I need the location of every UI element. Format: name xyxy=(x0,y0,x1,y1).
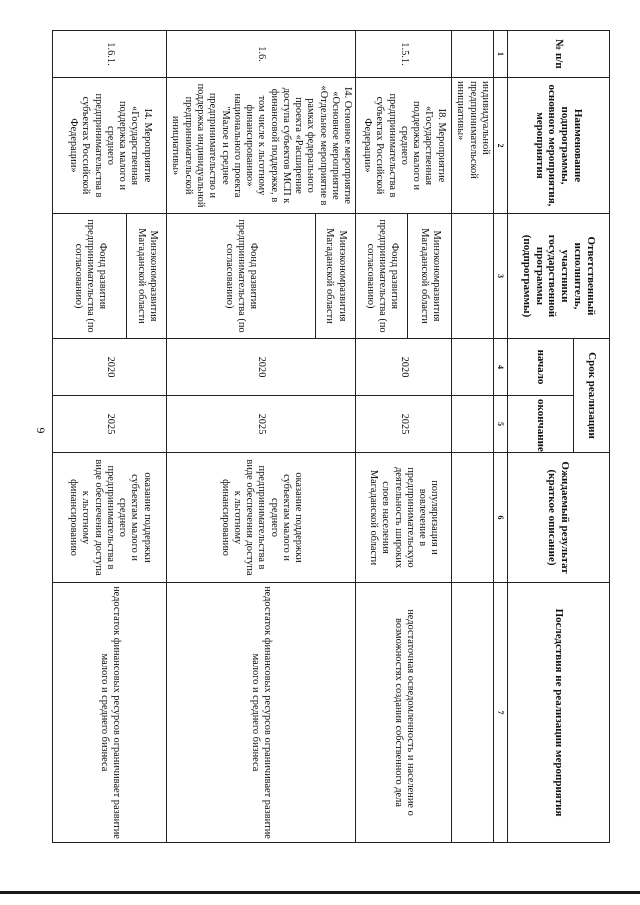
row-executor: Минэкономразвития Магаданской области xyxy=(127,214,167,339)
row-name: I4. Основное мероприятие «Основное мероприятие «Отдельное мероприятие в рамках федерального проекта «Расширение доступа субъектов МСП к финансовой поддержке, в том числе к льготному финансированию» национального проекта "Малое и среднее предпринимательство и поддержка индивидуальной предпринимательской инициативы» xyxy=(167,78,356,214)
row-executor: Фонд развития предпринимательства (по согласованию) xyxy=(356,214,408,339)
row-executor: Минэкономразвития Магаданской области xyxy=(315,214,355,339)
row-number: 1.6.1. xyxy=(53,31,167,78)
row-executor: Минэкономразвития Магаданской области xyxy=(408,214,452,339)
header-end: окончание xyxy=(508,396,574,453)
column-number: 3 xyxy=(494,214,508,339)
row-name: индивидуальной предпринимательской инициативы» xyxy=(452,78,494,214)
column-number: 6 xyxy=(494,453,508,583)
row-end: 2025 xyxy=(356,396,452,453)
row-name: I8. Мероприятие «Государственная поддержка малого и среднего предпринимательства в субъектах Российской Федерации» xyxy=(356,78,452,214)
bottom-rule xyxy=(0,891,640,894)
header-consequence: Последствия не реализации мероприятия xyxy=(508,583,610,843)
row-executor: Фонд развития предпринимательства (по согласованию) xyxy=(53,214,127,339)
table-row xyxy=(127,31,167,843)
table-row xyxy=(315,31,355,843)
row-number: 1.5.1. xyxy=(356,31,452,78)
table-row xyxy=(408,31,452,843)
row-number: 1.6. xyxy=(167,31,356,78)
column-number: 5 xyxy=(494,396,508,453)
row-start: 2020 xyxy=(53,339,167,396)
header-result: Ожидаемый результат (краткое описание) xyxy=(508,453,610,583)
row-consequence: недостаточная осведомленность и население о возможностях создания собственного дела xyxy=(356,583,452,843)
table-row xyxy=(452,31,494,843)
row-start: 2020 xyxy=(167,339,356,396)
header-name: Наименование подпрограммы, основного мероприятия, мероприятия xyxy=(508,78,610,214)
header-start: начало xyxy=(508,339,574,396)
row-consequence: недостаток финансовых ресурсов ограничивает развитие малого и среднего бизнеса xyxy=(167,583,356,843)
column-number: 1 xyxy=(494,31,508,78)
row-consequence: недостаток финансовых ресурсов ограничивает развитие малого и среднего бизнеса xyxy=(53,583,167,843)
header-num: № п/п xyxy=(508,31,610,78)
column-number: 2 xyxy=(494,78,508,214)
header-period: Срок реализации xyxy=(574,339,610,453)
column-number: 4 xyxy=(494,339,508,396)
row-result: оказание поддержки субъектам малого и среднего предпринимательства в виде обеспечения доступа к льготному финансированию xyxy=(53,453,167,583)
page-number: 6 xyxy=(33,427,48,434)
rotated-table-wrapper xyxy=(68,30,610,842)
column-number: 7 xyxy=(494,583,508,843)
row-executor: Фонд развития предпринимательства (по согласованию) xyxy=(167,214,316,339)
row-name: I4. Мероприятие «Государственная поддержка малого и среднего предпринимательства в субъектах Российской Федерации» xyxy=(53,78,167,214)
program-table xyxy=(52,30,610,843)
row-result: оказание поддержки субъектам малого и среднего предпринимательства в виде обеспечения доступа к льготному финансированию xyxy=(167,453,356,583)
row-end: 2025 xyxy=(167,396,356,453)
row-result: популяризация и вовлечение в предпринимательскую деятельность широких слоев населения Магаданской области xyxy=(356,453,452,583)
header-executor: Ответственный исполнитель, участники государственной программы (подпрограммы) xyxy=(508,214,610,339)
row-end: 2025 xyxy=(53,396,167,453)
row-start: 2020 xyxy=(356,339,452,396)
